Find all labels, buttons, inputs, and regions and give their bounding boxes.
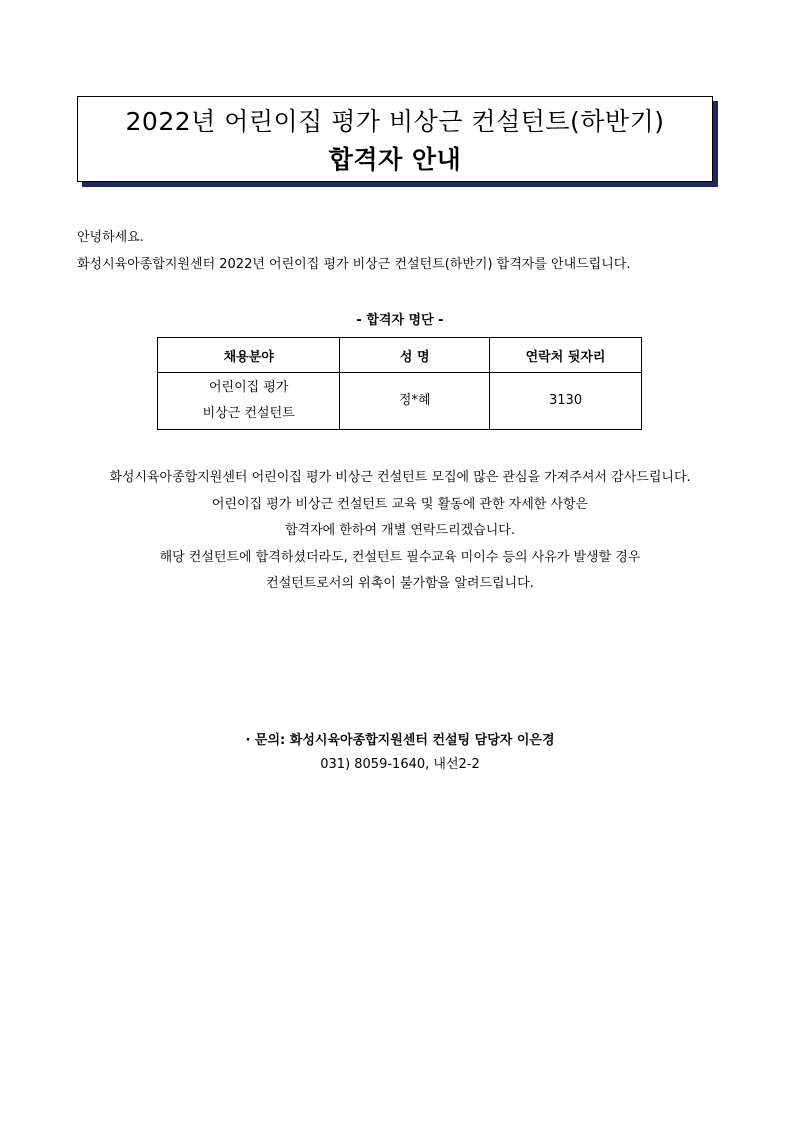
cell-field-line-1: 어린이집 평가 — [208, 380, 289, 395]
cell-name: 정*혜 — [340, 373, 490, 430]
header-field: 채용분야 — [158, 338, 340, 373]
body-line-3: 합격자에 한하여 개별 연락드리겠습니다. — [284, 523, 515, 538]
contact-line-1: · 문의: 화성시육아종합지원센터 컨설팅 담당자 이은경 — [245, 733, 555, 748]
header-phone: 연락처 뒷자리 — [490, 338, 642, 373]
body-line-5: 컨설턴트로서의 위촉이 불가함을 알려드립니다. — [266, 576, 534, 591]
greeting-text: 안녕하세요. — [77, 230, 144, 245]
passer-list-title: - 합격자 명단 - — [356, 313, 444, 328]
contact-info — [0, 729, 800, 777]
intro-text: 화성시육아종합지원센터 2022년 어린이집 평가 비상근 컨설턴트(하반기) 합격자를 안내드립니다. — [77, 257, 631, 272]
header-name: 성 명 — [340, 338, 490, 373]
body-line-4: 해당 컨설턴트에 합격하셨더라도, 컨설턴트 필수교육 미이수 등의 사유가 발생할 경우 — [159, 549, 641, 565]
cell-field — [158, 373, 340, 430]
title-line-2: 합격자 안내 — [328, 145, 462, 174]
body-text — [0, 465, 800, 598]
body-line-2: 어린이집 평가 비상근 컨설턴트 교육 및 활동에 관한 자세한 사항은 — [211, 496, 589, 512]
cell-phone: 3130 — [490, 373, 642, 430]
passer-table — [157, 337, 642, 430]
body-line-1: 화성시육아종합지원센터 어린이집 평가 비상근 컨설턴트 모집에 많은 관심을 가져주셔서 감사드립니다. — [109, 470, 691, 485]
contact-line-2: 031) 8059-1640, 내선2-2 — [320, 757, 480, 772]
cell-field-line-2: 비상근 컨설턴트 — [202, 406, 295, 421]
table-header-row — [158, 338, 642, 373]
title-box — [77, 96, 713, 182]
title-line-1: 2022년 어린이집 평가 비상근 컨설턴트(하반기) — [125, 107, 665, 136]
table-row — [158, 373, 642, 430]
